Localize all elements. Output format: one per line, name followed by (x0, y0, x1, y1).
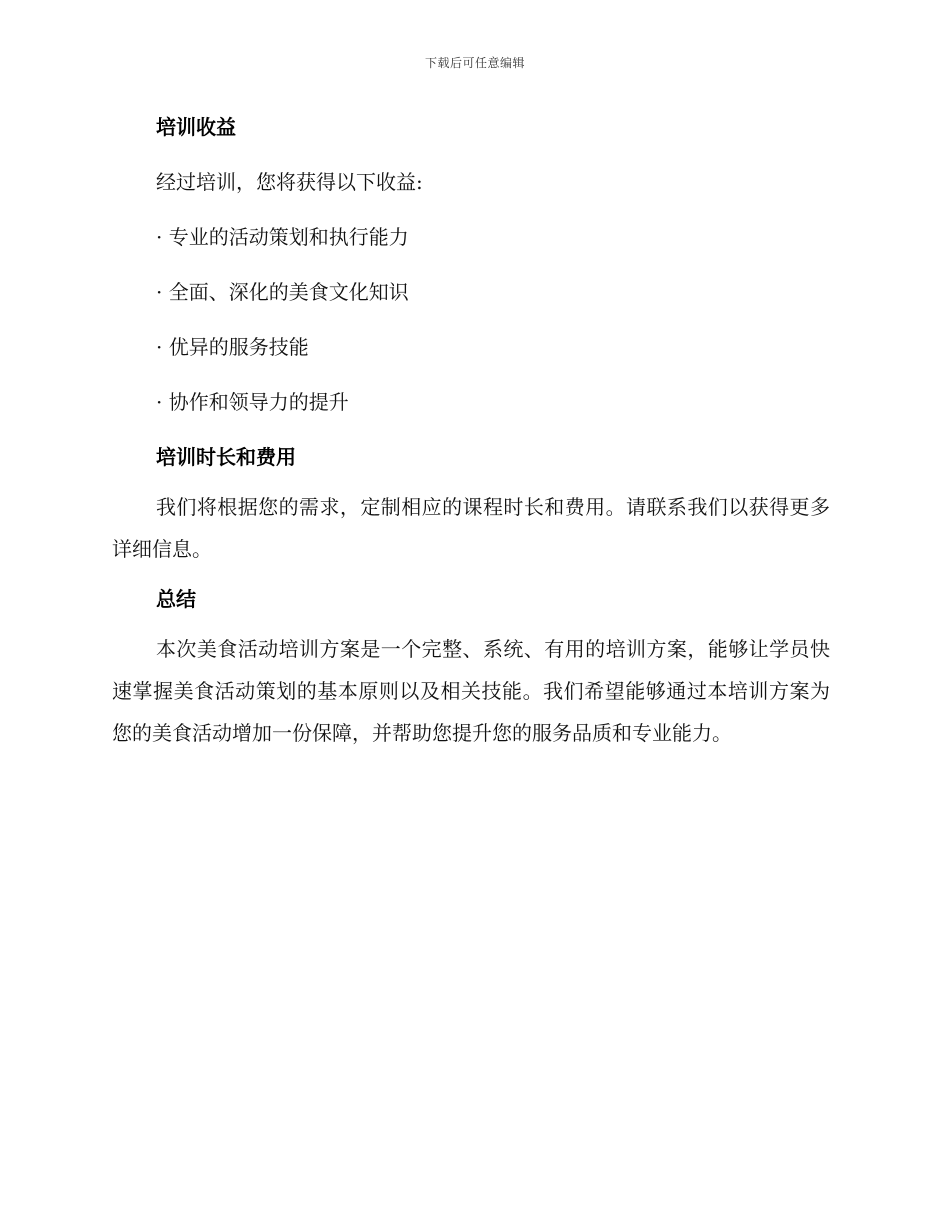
list-item: · 专业的活动策划和执行能力 (156, 225, 409, 249)
list-item: · 协作和领导力的提升 (156, 390, 349, 414)
section-title-duration: 培训时长和费用 (156, 445, 296, 469)
benefits-intro: 经过培训，您将获得以下收益: (156, 170, 423, 194)
list-item: · 全面、深化的美食文化知识 (156, 280, 409, 304)
section-title-benefits: 培训收益 (156, 115, 236, 139)
section-title-summary: 总结 (156, 587, 196, 611)
list-item: · 优异的服务技能 (156, 335, 309, 359)
header-note: 下载后可任意编辑 (424, 56, 525, 70)
summary-paragraph: 本次美食活动培训方案是一个完整、系统、有用的培训方案，能够让学员快速掌握美食活动策划的基本原则以及相关技能。我们希望能够通过本培训方案为您的美食活动增加一份保障，并帮助您提升您的服务品质和专业能力。 (112, 637, 830, 745)
document-body (112, 112, 830, 754)
duration-paragraph: 我们将根据您的需求，定制相应的课程时长和费用。请联系我们以获得更多详细信息。 (112, 495, 830, 561)
